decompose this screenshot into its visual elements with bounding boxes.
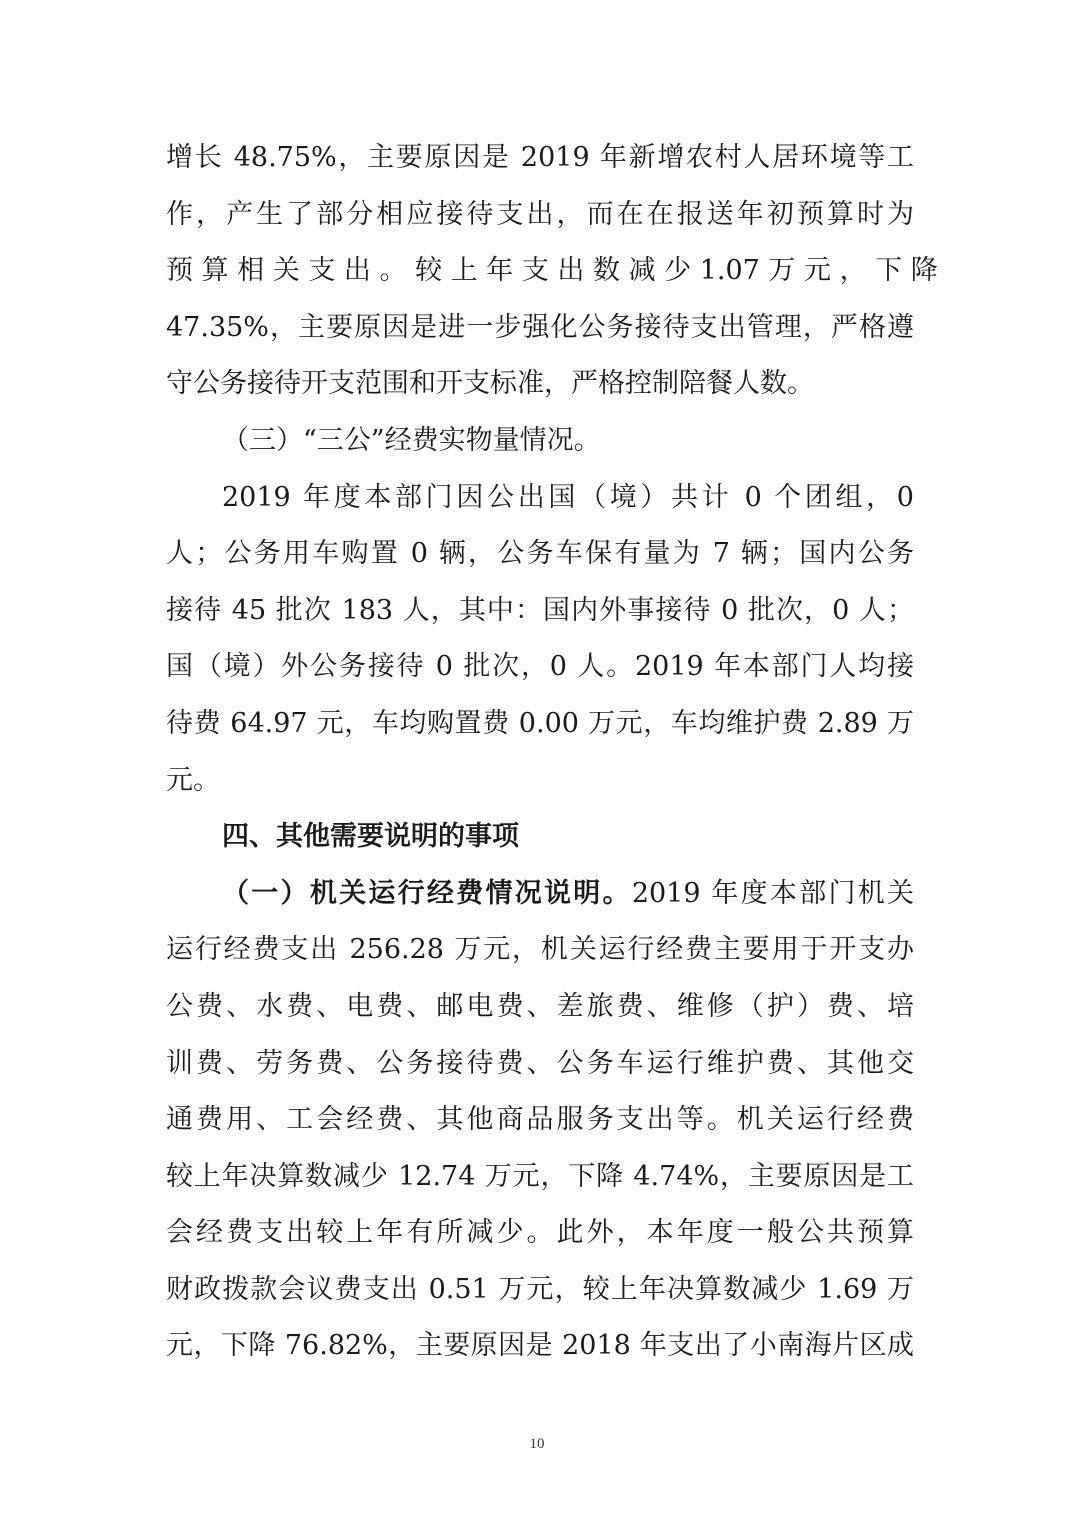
text-span: 2019 年度本部门机关: [631, 877, 915, 909]
text-line: 训费、劳务费、公务接待费、公务车运行维护费、其他交: [166, 1047, 914, 1079]
page-body: [166, 130, 938, 1375]
page-number: 10: [529, 1436, 545, 1452]
text-line: 运行经费支出 256.28 万元，机关运行经费主要用于开支办: [166, 934, 914, 966]
paragraph-reception-expense: [166, 130, 938, 413]
text-line: 守公务接待开支范围和开支标准，严格控制陪餐人数。: [166, 368, 814, 400]
text-line: 元。: [166, 764, 220, 796]
text-line: 会经费支出较上年有所减少。此外，本年度一般公共预算: [166, 1217, 914, 1249]
text-line: 增长 48.75%，主要原因是 2019 年新增农村人居环境等工: [166, 142, 914, 173]
paragraph-operating-expense: [166, 866, 914, 1375]
text-line: 国（境）外公务接待 0 批次，0 人。2019 年本部门人均接: [166, 651, 914, 683]
text-line: 待费 64.97 元，车均购置费 0.00 万元，车均维护费 2.89 万: [166, 707, 914, 739]
paragraph-physical-quantity: [166, 470, 914, 810]
section-heading-three-public: （三）“三公”经费实物量情况。: [222, 424, 601, 456]
text-line: 2019 年度本部门因公出国（境）共计 0 个团组，0: [222, 481, 914, 513]
text-line: 作，产生了部分相应接待支出，而在在报送年初预算时为: [166, 198, 914, 230]
text-line: 较上年决算数减少 12.74 万元，下降 4.74%，主要原因是工: [166, 1160, 914, 1192]
sub-heading-operating-expense: （一）机关运行经费情况说明。: [222, 877, 632, 909]
text-line: 通费用、工会经费、其他商品服务支出等。机关运行经费: [166, 1104, 914, 1136]
text-line: 人；公务用车购置 0 辆，公务车保有量为 7 辆；国内公务: [166, 538, 914, 570]
section-heading-other-matters: 四、其他需要说明的事项: [222, 821, 519, 853]
text-line: 预 算 相 关 支 出 。 较 上 年 支 出 数 减 少 1.07 万 元 ， 下 降: [166, 255, 938, 287]
text-line: 财政拨款会议费支出 0.51 万元，较上年决算数减少 1.69 万: [166, 1273, 914, 1305]
text-line: 元，下降 76.82%，主要原因是 2018 年支出了小南海片区成: [166, 1330, 914, 1362]
text-line: 47.35%，主要原因是进一步强化公务接待支出管理，严格遵: [166, 311, 914, 343]
text-line: [166, 866, 914, 923]
text-line: 公费、水费、电费、邮电费、差旅费、维修（护）费、培: [166, 990, 914, 1022]
text-line: 接待 45 批次 183 人，其中：国内外事接待 0 批次，0 人；: [166, 594, 914, 626]
